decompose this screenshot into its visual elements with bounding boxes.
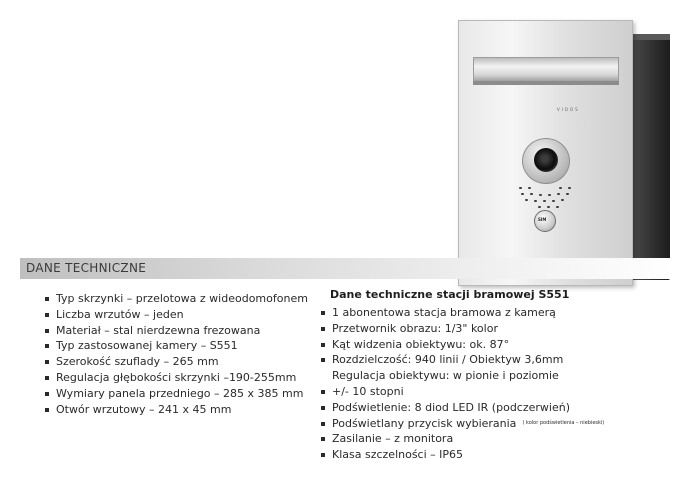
call-button-icon xyxy=(534,210,556,232)
backlight-note: ( kolor podświetlenia – niebieski) xyxy=(522,419,605,426)
list-item: Klasa szczelności – IP65 xyxy=(320,447,604,463)
list-item: Rozdzielczość: 940 linii / Obiektyw 3,6mm xyxy=(320,352,604,368)
list-item: Typ zastosowanej kamery – S551 xyxy=(44,338,308,354)
list-item: Otwór wrzutowy – 241 x 45 mm xyxy=(44,402,308,418)
list-item: Kąt widzenia obiektywu: ok. 87° xyxy=(320,337,604,353)
list-item: 1 abonentowa stacja bramowa z kamerą xyxy=(320,305,604,321)
list-item: Wymiary panela przedniego – 285 x 385 mm xyxy=(44,386,308,402)
camera-lens-icon xyxy=(534,148,558,172)
list-item: Materiał – stal nierdzewna frezowana xyxy=(44,323,308,339)
list-item: +/- 10 stopni xyxy=(320,384,604,400)
speaker-grille xyxy=(519,187,579,213)
brand-mark: VIDOS xyxy=(557,107,580,112)
list-item: Zasilanie – z monitora xyxy=(320,431,604,447)
list-item: Regulacja obiektywu: w pionie i poziomie xyxy=(332,369,559,383)
section-title: DANE TECHNICZNE xyxy=(26,261,147,275)
mail-slot-lip xyxy=(473,81,619,85)
product-image xyxy=(456,20,678,286)
front-panel xyxy=(458,20,633,286)
station-title: Dane techniczne stacji bramowej S551 xyxy=(330,288,570,301)
list-item: Szerokość szuflady – 265 mm xyxy=(44,354,308,370)
list-item: Regulacja głębokości skrzynki –190-255mm xyxy=(44,370,308,386)
call-button-label: SIM xyxy=(538,217,547,222)
mail-slot xyxy=(473,57,619,83)
station-spec-list xyxy=(320,305,604,463)
list-item xyxy=(320,416,604,432)
list-item-text: Podświetlany przycisk wybierania xyxy=(332,416,517,430)
list-item: Przetwornik obrazu: 1/3" kolor xyxy=(320,321,604,337)
list-item: Podświetlenie: 8 diod LED IR (podczerwień) xyxy=(320,400,604,416)
list-item: Liczba wrzutów – jeden xyxy=(44,307,308,323)
mailbox-spec-list xyxy=(44,291,308,417)
list-item: Typ skrzynki – przelotowa z wideodomofonem xyxy=(44,291,308,307)
